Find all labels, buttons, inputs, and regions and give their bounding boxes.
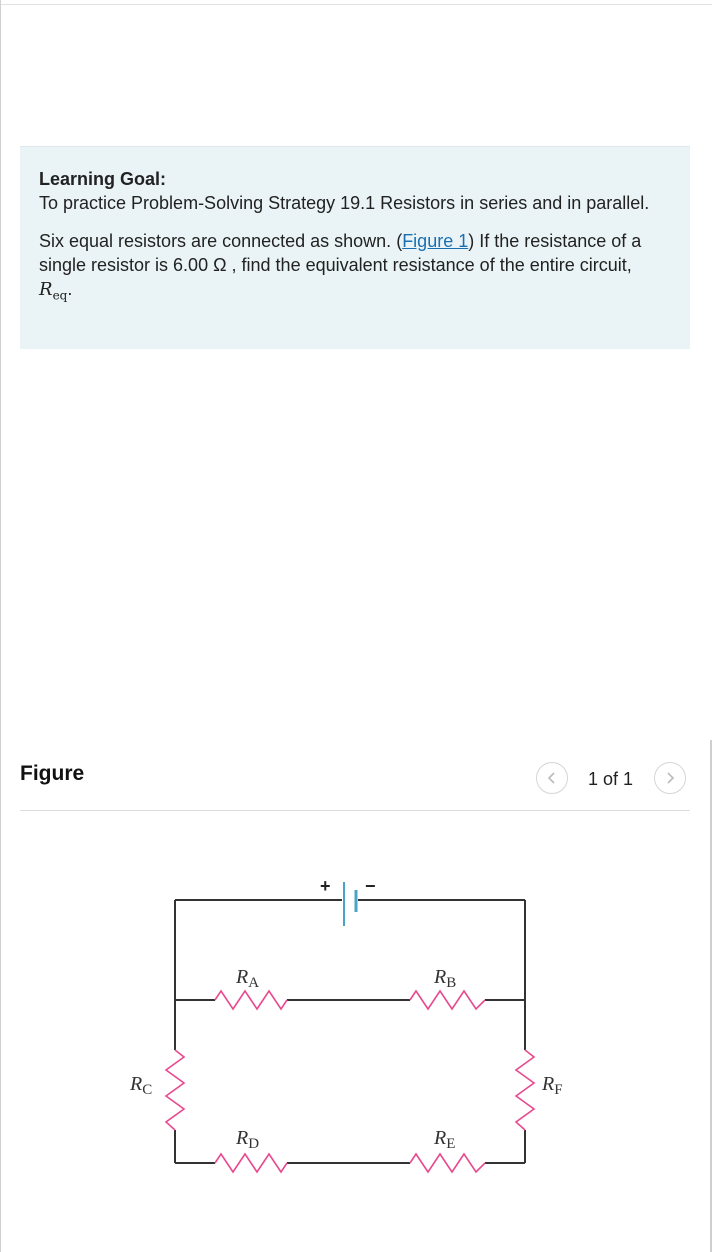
resistor-a-label: RA <box>236 966 260 991</box>
chevron-right-icon <box>663 771 677 785</box>
learning-goal-text: To practice Problem-Solving Strategy 19.1 Resistors in series and in parallel. <box>39 193 650 213</box>
resistor-c-label: RC <box>130 1073 153 1098</box>
figure-divider <box>20 810 690 811</box>
circuit-diagram <box>0 820 712 1200</box>
top-divider <box>0 4 712 5</box>
learning-goal-box <box>20 146 690 349</box>
resistor-a <box>215 991 287 1009</box>
figure-pager <box>536 762 696 796</box>
resistor-e <box>410 1154 485 1172</box>
resistor-d <box>215 1154 287 1172</box>
resistor-d-label: RD <box>236 1127 260 1152</box>
problem-text-end: . <box>67 279 73 299</box>
next-figure-button[interactable] <box>654 762 686 794</box>
problem-text-part1: Six equal resistors are connected as shown. ( <box>39 231 403 251</box>
resistor-b <box>410 991 485 1009</box>
figure-link[interactable]: Figure 1 <box>402 231 469 251</box>
resistor-c <box>166 1050 184 1130</box>
resistor-f <box>516 1050 534 1130</box>
chevron-left-icon <box>545 771 559 785</box>
learning-goal-title: Learning Goal: <box>39 169 167 189</box>
resistor-f-label: RF <box>542 1073 563 1098</box>
resistors <box>166 991 534 1172</box>
previous-figure-button[interactable] <box>536 762 568 794</box>
resistor-b-label: RB <box>434 966 457 991</box>
circuit-wires <box>175 900 525 1163</box>
figure-page-count: 1 of 1 <box>588 769 634 789</box>
resistor-e-label: RE <box>434 1127 456 1152</box>
battery-plus-sign: + <box>320 876 331 896</box>
problem-statement <box>39 229 662 308</box>
problem-text-part2: ) If the resistance of a single resistor is 6.00 Ω , find the equivalent resistance of the entire circuit, <box>39 231 642 275</box>
req-symbol: $R_{eq}$ <box>39 279 68 303</box>
battery-minus-sign: − <box>365 876 376 896</box>
figure-heading: Figure <box>20 762 85 785</box>
